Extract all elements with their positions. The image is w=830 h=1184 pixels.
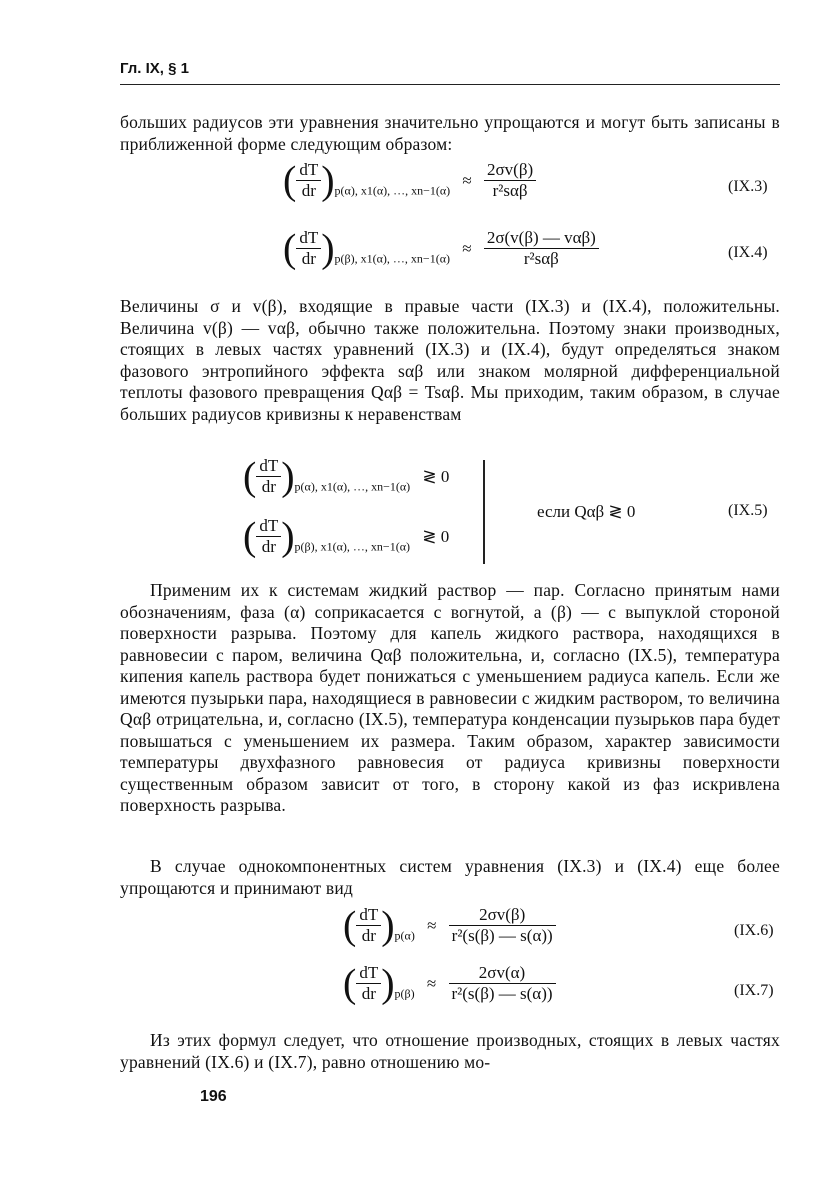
paragraph-5: Из этих формул следует, что отношение производных, стоящих в левых частях уравнений (IX.6) и (IX.7), равно отношению мо- [120,1030,780,1072]
equation-number-ix7: (IX.7) [734,982,774,999]
eq7-lhs-sub: p(β) [394,986,415,1001]
eq7-lhs-num: dT [356,963,381,984]
eq3-lhs-num: dT [296,160,321,181]
eq4-lhs-sub: p(β), x1(α), …, xn−1(α) [334,251,450,266]
eq4-lhs-den: dr [301,249,316,268]
running-head: Гл. IX, § 1 [120,60,189,77]
eq3-rel: ≈ [462,170,472,190]
equation-ix4: ( $\frac{dT}{dr}$ )$_{p(\beta), x1(\alpha), \dots, xn-1(\alpha)}$ ≈ $\frac{\text{2σ(v(β) — vαβ)}}{\text{r²sαβ}}$ [283,228,599,269]
equation-number-ix4: (IX.4) [728,244,768,261]
eq5b-lhs-num: dT [256,516,281,537]
eq6-lhs-num: dT [356,905,381,926]
eq5a-rel: ≷ 0 [422,466,450,486]
equation-ix3: ( $\frac{dT}{dr}$ )$_{p(\alpha), x1(\alpha), \dots, xn-1(\alpha)}$ ≈ $\frac{2\sigma v(\beta)}{\text{r²sαβ}}$ [283,160,536,201]
eq3-rhs-num: 2σv(β) [484,160,536,181]
eq5b-rel: ≷ 0 [422,526,450,546]
paragraph-4: В случае однокомпонентных систем уравнения (IX.3) и (IX.4) еще более упрощаются и принимают вид [120,856,780,898]
eq7-rhs-den: r²(s(β) — s(α)) [451,984,553,1003]
eq3-lhs-sub: p(α), x1(α), …, xn−1(α) [334,183,451,198]
eq3-rhs-den: r²sαβ [492,181,528,200]
equation-number-ix5: (IX.5) [728,502,768,519]
brace-bar [483,460,485,564]
equation-number-ix6: (IX.6) [734,922,774,939]
paragraph-2: Величины σ и v(β), входящие в правые части (IX.3) и (IX.4), положительны. Величина v(β) — vαβ, обычно также положительна. Поэтому знаки производных, стоящих в левых частях уравнений (IX.3) и (IX.4), будут определяться знаком фазового энтропийного эффекта sαβ или знаком молярной дифференциальной теплоты фазового превращения Qαβ = Tsαβ. Мы приходим, таким образом, в случае больших радиусов кривизны к неравенствам [120,296,780,424]
eq4-rhs-den: r²sαβ [523,249,559,268]
eq5a-lhs-den: dr [261,477,276,496]
ix5-condition: если Qαβ ≷ 0 [537,502,636,521]
inequality-ix5-b: ( $\frac{dT}{dr}$ )$_{p(\beta), x1(\alpha), \dots, xn-1(\alpha)}$ ≷ 0 [243,513,450,559]
eq6-lhs-sub: p(α) [394,928,415,943]
paragraph-3: Применим их к системам жидкий раствор — пар. Согласно принятым нами обозначениям, фаза (α) соприкасается с вогнутой, а (β) — с выпуклой стороной поверхности разрыва. Поэтому для капель жидкого раствора, находящихся в равновесии с паром, величина Qαβ положительна, и, согласно (IX.5), температура кипения капель раствора будет понижаться с уменьшением радиуса капель. Если же имеются пузырьки пара, находящиеся в равновесии с жидким раствором, то величина Qαβ отрицательна, и, согласно (IX.5), температура конденсации пузырьков пара будет повышаться с уменьшением их размера. Таким образом, характер зависимости температуры двухфазного равновесия от радиуса кривизны поверхности существенным образом зависит от того, в сторону какой из фаз искривлена поверхность разрыва. [120,580,780,815]
eq6-lhs-den: dr [361,926,376,945]
eq4-lhs-num: dT [296,228,321,249]
inequality-ix5-a: ( $\frac{dT}{dr}$ )$_{p(\alpha), x1(\alpha), \dots, xn-1(\alpha)}$ ≷ 0 [243,453,450,499]
eq7-rel: ≈ [426,973,437,993]
eq4-rel: ≈ [462,238,472,258]
equation-ix6: ( $\frac{dT}{dr}$ )$_{p(\alpha)}$ ≈ $\frac{2\sigma v(\beta)}{\text{r²(s(β) — s(α))}}$ [343,905,556,946]
eq7-lhs-den: dr [361,984,376,1003]
eq7-rhs-num: 2σv(α) [449,963,556,984]
eq6-rhs-num: 2σv(β) [449,905,556,926]
eq5b-lhs-sub: p(β), x1(α), …, xn−1(α) [294,539,410,554]
page-number: 196 [200,1088,227,1105]
equation-number-ix3: (IX.3) [728,178,768,195]
paragraph-1: больших радиусов эти уравнения значительно упрощаются и могут быть записаны в приближенной форме следующим образом: [120,112,780,154]
eq6-rhs-den: r²(s(β) — s(α)) [451,926,553,945]
eq6-rel: ≈ [427,915,437,935]
equation-ix7: ( $\frac{dT}{dr}$ )$_{p(\beta)}$ ≈ $\frac{2\sigma v(\alpha)}{\text{r²(s(β) — s(α))}}$ [343,963,556,1004]
header-rule [120,84,780,85]
eq5a-lhs-sub: p(α), x1(α), …, xn−1(α) [294,479,411,494]
eq5a-lhs-num: dT [256,456,281,477]
eq5b-lhs-den: dr [261,537,276,556]
eq3-lhs-den: dr [301,181,316,200]
eq4-rhs-num: 2σ(v(β) — vαβ) [484,228,599,249]
